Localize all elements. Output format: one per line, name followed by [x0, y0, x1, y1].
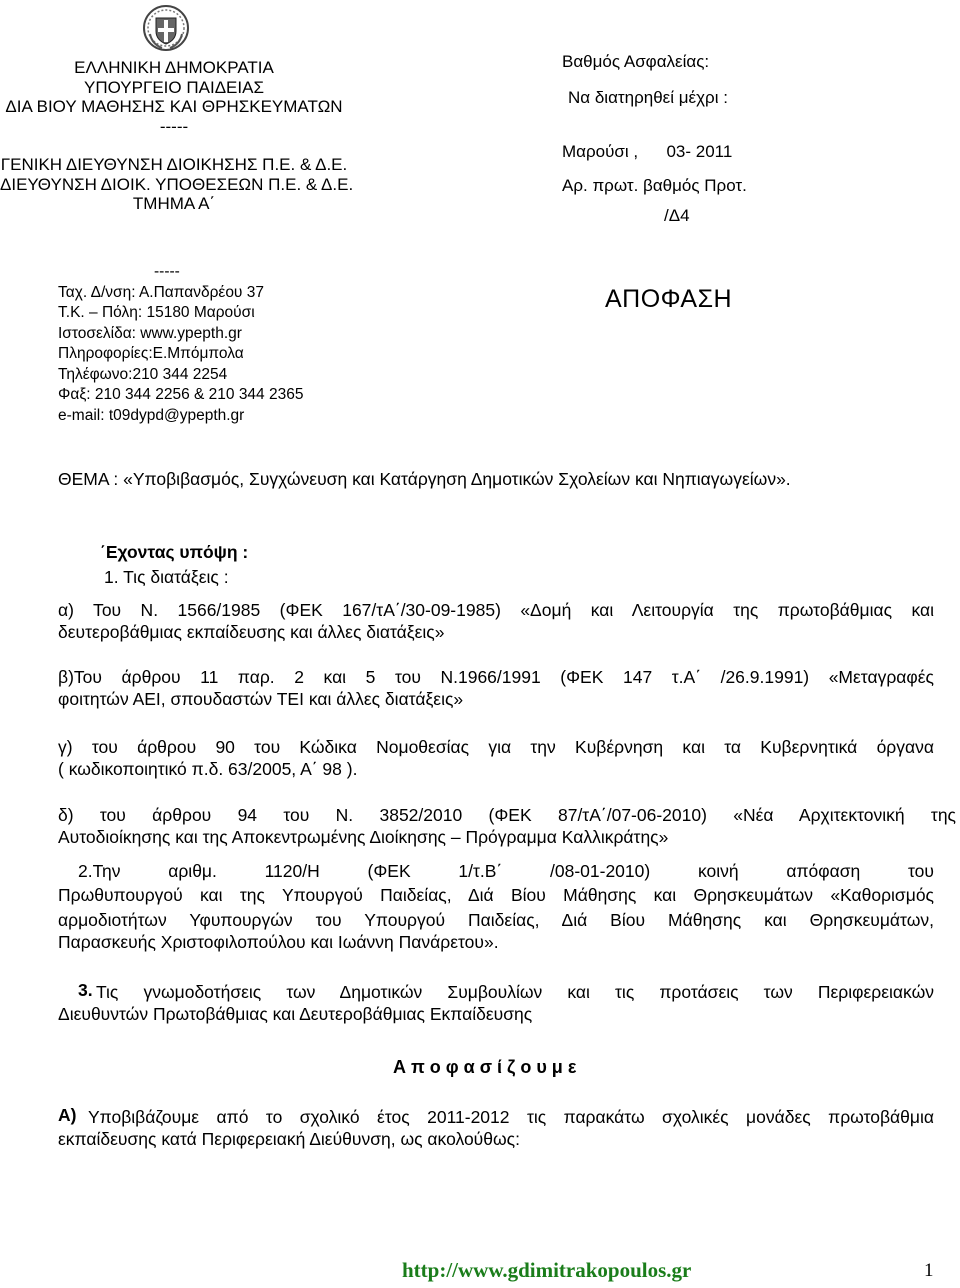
item-2-line-2: Πρωθυπουργού και της Υπουργού Παιδείας, Διά Βίου Μάθησης και Θρησκευμάτων «Καθορισμός: [58, 885, 934, 905]
provision-b-line-2: φοιτητών ΑΕΙ, σπουδαστών ΤΕΙ και άλλες διατάξεις»: [58, 689, 464, 709]
considering-heading: ΄Εχοντας υπόψη :: [100, 542, 249, 562]
page-number: 1: [924, 1260, 934, 1281]
contact-line: e-mail: t09dypd@ypepth.gr: [58, 406, 245, 424]
section-a-line-2: εκπαίδευσης κατά Περιφερειακή Διεύθυνση, ως ακολούθως:: [58, 1129, 520, 1149]
subject-line: ΘΕΜΑ : «Υποβιβασμός, Συγχώνευση και Κατάργηση Δημοτικών Σχολείων και Νηπιαγωγείων».: [58, 469, 791, 489]
contact-line: Τ.Κ. – Πόλη: 15180 Μαρούσι: [58, 304, 255, 321]
security-grade: Βαθμός Ασφαλείας:: [562, 52, 710, 71]
provision-a-line-2: δευτεροβάθμιας εκπαίδευσης και άλλες διατάξεις»: [58, 622, 445, 642]
provision-c-line-2: ( κωδικοποιητικό π.δ. 63/2005, Α΄ 98 ).: [58, 759, 358, 779]
protocol-reference: /Δ4: [664, 206, 690, 225]
greek-coat-of-arms-emblem: [142, 4, 190, 52]
contact-line: Ταχ. Δ/νση: Α.Παπανδρέου 37: [58, 283, 264, 301]
authority-line: ΤΜΗΜΑ Α΄: [132, 194, 216, 213]
contact-separator: -----: [154, 263, 180, 280]
we-decide-heading: Α π ο φ α σ ί ζ ο υ μ ε: [393, 1057, 577, 1077]
place-date: Μαρούσι , 03- 2011: [562, 142, 733, 161]
provision-d-line-1: δ) του άρθρου 94 του Ν. 3852/2010 (ΦΕΚ 87/τΑ΄/07-06-2010) «Νέα Αρχιτεκτονική της: [58, 805, 956, 825]
item-3-line-1: Τις γνωμοδοτήσεις των Δημοτικών Συμβουλίων και τις προτάσεις των Περιφερειακών: [96, 982, 934, 1002]
authority-line: ΔΙΕΥΘΥΝΣΗ ΔΙΟΙΚ. ΥΠΟΘΕΣΕΩΝ Π.Ε. & Δ.Ε.: [0, 174, 354, 194]
section-a-line-1: Υποβιβάζουμε από το σχολικό έτος 2011-2012 τις παρακάτω σχολικές μονάδες πρωτοβάθμια: [88, 1107, 934, 1127]
item-2-line-1: 2.Την αριθμ. 1120/Η (ΦΕΚ 1/τ.Β΄ /08-01-2010) κοινή απόφαση του: [78, 861, 934, 881]
provision-a-line-1: α) Του Ν. 1566/1985 (ΦΕΚ 167/τΑ΄/30-09-1985) «Δομή και Λειτουργία της πρωτοβάθμιας και: [58, 600, 934, 620]
item-3-line-2: Διευθυντών Πρωτοβάθμιας και Δευτεροβάθμιας Εκπαίδευσης: [58, 1004, 533, 1024]
retain-until: Να διατηρηθεί μέχρι :: [568, 88, 728, 107]
authority-line: ΓΕΝΙΚΗ ΔΙΕΥΘΥΝΣΗ ΔΙΟΙΚΗΣΗΣ Π.Ε. & Δ.Ε.: [0, 155, 348, 174]
provision-b-line-1: β)Του άρθρου 11 παρ. 2 και 5 του Ν.1966/1991 (ΦΕΚ 147 τ.Α΄ /26.9.1991) «Μεταγραφές: [58, 667, 934, 687]
contact-details: [58, 262, 303, 426]
contact-line: Φαξ: 210 344 2256 & 210 344 2365: [58, 386, 304, 403]
item-2-line-4: Παρασκευής Χριστοφιλοπούλου και Ιωάννη Πανάρετου».: [58, 932, 499, 952]
section-a-label: Α): [58, 1105, 77, 1125]
item-2-line-3: αρμοδιοτήτων Υφυπουργών του Υπουργού Παιδείας, Διά Βίου Μάθησης και Θρησκευμάτων,: [58, 910, 934, 930]
authority-line: ΕΛΛΗΝΙΚΗ ΔΗΜΟΚΡΑΤΙΑ: [74, 58, 274, 77]
footer-website-link[interactable]: http://www.gdimitrakopoulos.gr: [402, 1258, 692, 1282]
authority-line: ΔΙΑ ΒΙΟΥ ΜΑΘΗΣΗΣ ΚΑΙ ΘΡΗΣΚΕΥΜΑΤΩΝ: [5, 97, 343, 116]
item-1-title: 1. Τις διατάξεις :: [104, 567, 229, 587]
contact-line: Πληροφορίες:Ε.Μπόμπολα: [58, 345, 244, 362]
contact-line: Τηλέφωνο:210 344 2254: [58, 365, 228, 383]
authority-separator: -----: [159, 116, 189, 136]
decision-title: ΑΠΟΦΑΣΗ: [605, 285, 733, 313]
protocol-number: Αρ. πρωτ. βαθμός Προτ.: [562, 176, 747, 195]
issuing-authority-block: [0, 58, 354, 214]
authority-line: ΥΠΟΥΡΓΕΙΟ ΠΑΙΔΕΙΑΣ: [84, 77, 264, 97]
item-3-number: 3.: [78, 980, 93, 1000]
provision-d-line-2: Αυτοδιοίκησης και της Αποκεντρωμένης Διοίκησης – Πρόγραμμα Καλλικράτης»: [58, 827, 669, 847]
contact-line: Ιστοσελίδα: www.ypepth.gr: [58, 324, 242, 342]
provision-c-line-1: γ) του άρθρου 90 του Κώδικα Νομοθεσίας για την Κυβέρνηση και τα Κυβερνητικά όργανα: [58, 737, 934, 757]
